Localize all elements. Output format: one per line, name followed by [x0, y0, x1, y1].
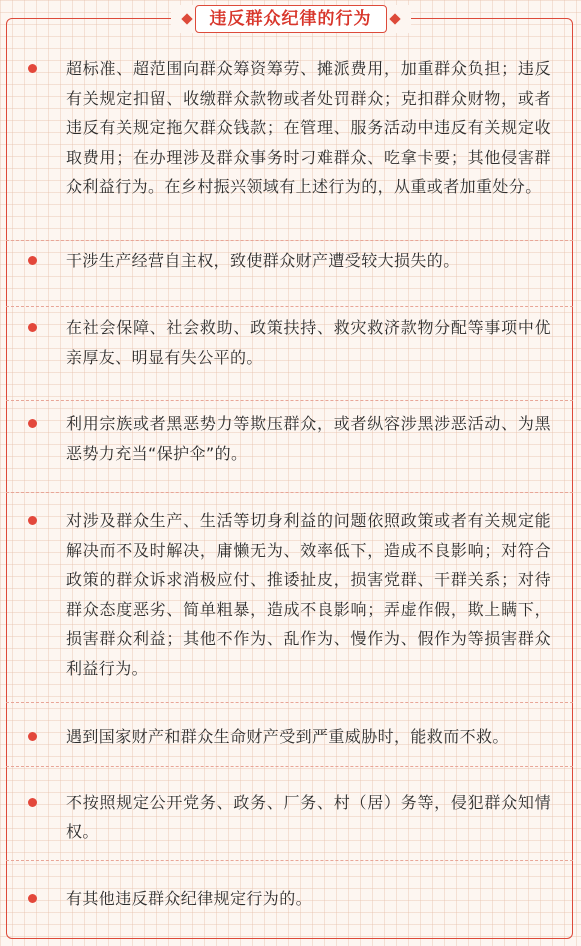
left-diamond-icon	[181, 13, 192, 24]
page-title: 违反群众纪律的行为	[195, 5, 387, 33]
title-box	[171, 5, 411, 33]
list-item	[6, 788, 573, 847]
divider	[6, 766, 573, 767]
violation-list	[6, 46, 573, 913]
list-item	[6, 246, 573, 276]
list-item	[6, 54, 573, 202]
item-text: 干涉生产经营自主权，致使群众财产遭受较大损失的。	[66, 250, 460, 270]
divider	[6, 492, 573, 493]
list-item	[6, 313, 573, 372]
list-item	[6, 409, 573, 468]
divider	[6, 860, 573, 861]
bullet-icon	[28, 732, 37, 741]
item-text: 利用宗族或者黑恶势力等欺压群众，或者纵容涉黑涉恶活动、为黑恶势力充当“保护伞”的。	[66, 414, 551, 463]
divider	[6, 702, 573, 703]
right-diamond-icon	[389, 13, 400, 24]
title-banner	[0, 4, 581, 34]
bullet-icon	[28, 256, 37, 265]
item-text: 有其他违反群众纪律规定行为的。	[66, 888, 313, 908]
bullet-icon	[28, 419, 37, 428]
divider	[6, 400, 573, 401]
bullet-icon	[28, 894, 37, 903]
item-text: 对涉及群众生产、生活等切身利益的问题依照政策或者有关规定能解决而不及时解决，庸懒无为、效率低下，造成不良影响；对符合政策的群众诉求消极应付、推诿扯皮，损害党群、干群关系；对待群众态度恶劣、简单粗暴，造成不良影响；弄虚作假，欺上瞒下，损害群众利益；其他不作为、乱作为、慢作为、假作为等损害群众利益行为。	[66, 511, 551, 678]
list-item	[6, 722, 573, 752]
bullet-icon	[28, 64, 37, 73]
list-item	[6, 506, 573, 683]
item-text: 在社会保障、社会救助、政策扶持、救灾救济款物分配等事项中优亲厚友、明显有失公平的。	[66, 318, 551, 367]
divider	[6, 306, 573, 307]
item-text: 不按照规定公开党务、政务、厂务、村（居）务等，侵犯群众知情权。	[66, 792, 551, 841]
list-item	[6, 884, 573, 914]
bullet-icon	[28, 323, 37, 332]
bullet-icon	[28, 798, 37, 807]
item-text: 超标准、超范围向群众筹资筹劳、摊派费用，加重群众负担；违反有关规定扣留、收缴群众款物或者处罚群众；克扣群众财物，或者违反有关规定拖欠群众钱款；在管理、服务活动中违反有关规定收取费用；在办理涉及群众事务时刁难群众、吃拿卡要；其他侵害群众利益行为。在乡村振兴领域有上述行为的，从重或者加重处分。	[66, 59, 551, 196]
bullet-icon	[28, 516, 37, 525]
item-text: 遇到国家财产和群众生命财产受到严重威胁时，能救而不救。	[66, 727, 509, 746]
divider	[6, 240, 573, 241]
